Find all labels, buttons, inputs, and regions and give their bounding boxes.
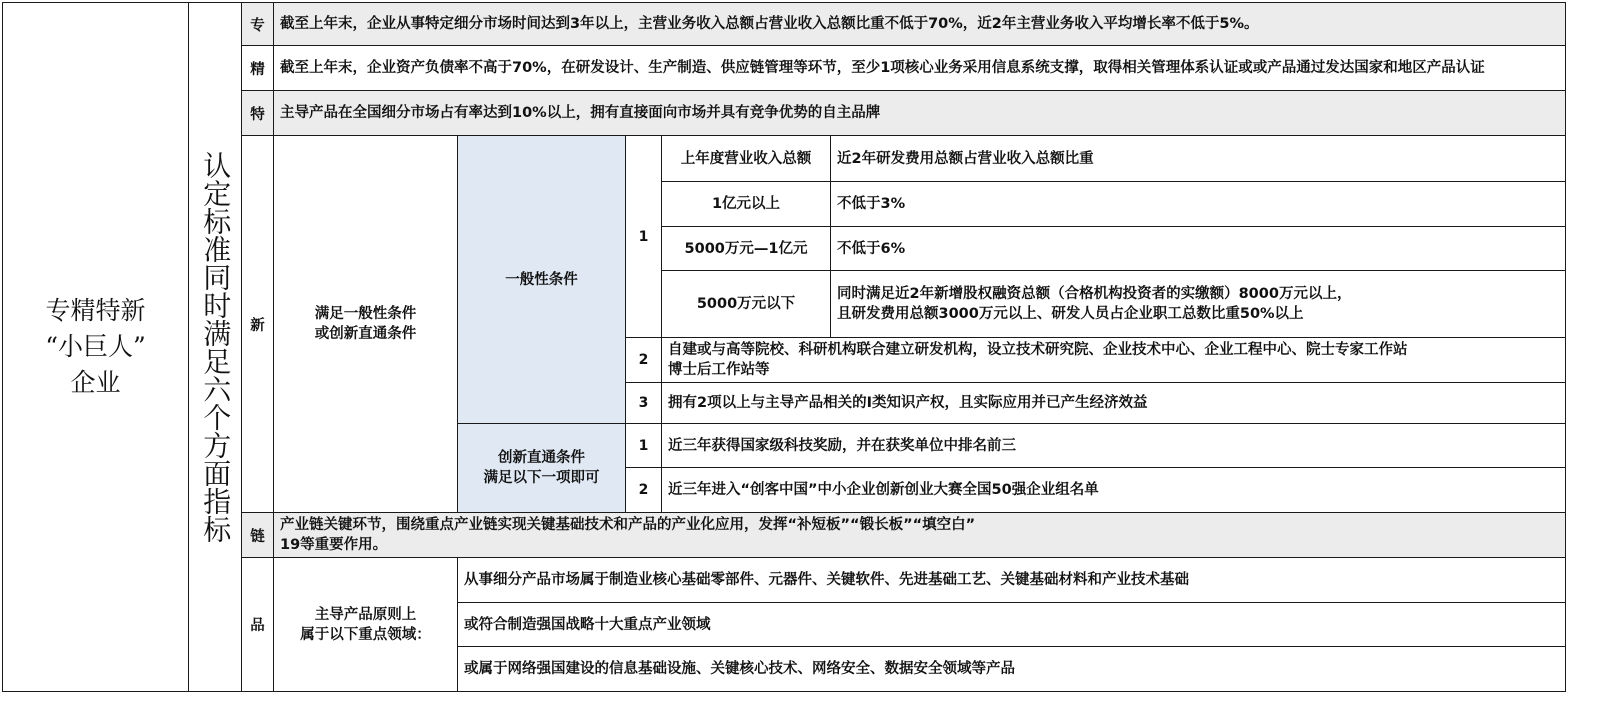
general-item3-num-cell (625, 382, 662, 424)
innovation-item2-num-cell (625, 467, 662, 513)
pin-label: 品 (250, 618, 265, 634)
rd-ratio-tier-1-cell (830, 181, 1566, 227)
general-item3-num: 3 (638, 395, 649, 411)
lian-label: 链 (250, 528, 265, 545)
revenue-tier-1-cell (661, 181, 831, 227)
lian-text: 产业链关键环节，围绕重点产业链实现关键基础技术和产品的产业化应用，发挥“补短板”“锻长板”“填空白” 19等重要作用。 (280, 517, 976, 553)
criteria-heading-cell (188, 2, 242, 692)
general-item1-num: 1 (638, 228, 649, 245)
zhuan-label: 专 (250, 17, 265, 34)
enterprise-title: 专精特新 “小巨人” 企业 (45, 296, 146, 397)
general-item1-num-cell (625, 135, 662, 338)
general-item2-num: 2 (638, 352, 649, 368)
jing-label-cell (241, 45, 274, 91)
te-text-cell (273, 90, 1566, 136)
innovation-condition-cell (457, 423, 626, 513)
pin-item1-cell (457, 557, 1566, 603)
zhuan-text-cell (273, 2, 1566, 46)
rd-ratio-tier-3: 同时满足近2年新增股权融资总额（合格机构投资者的实缴额）8000万元以上， 且研发费用总额3000万元以上、研发人员占企业职工总数比重50%以上 (837, 286, 1352, 322)
te-label: 特 (250, 106, 265, 123)
pin-item3-cell (457, 646, 1566, 692)
general-item2-text: 自建或与高等院校、科研机构联合建立研发机构，设立技术研究院、企业技术中心、企业工程中心、院士专家工作站 博士后工作站等 (668, 342, 1408, 378)
general-item3-text-cell (661, 382, 1566, 424)
revenue-header-cell (661, 135, 831, 182)
revenue-tier-2: 5000万元—1亿元 (684, 240, 808, 257)
pin-summary-cell (273, 557, 458, 692)
criteria-heading: 认定标准同时满足六个方面指标 (199, 151, 233, 543)
rd-ratio-header-cell (830, 135, 1566, 182)
innovation-item2-text: 近三年进入“创客中国”中小企业创新创业大赛全国50强企业组名单 (668, 482, 1099, 498)
te-text: 主导产品在全国细分市场占有率达到10%以上，拥有直接面向市场并具有竞争优势的自主品牌 (280, 105, 881, 121)
xin-label: 新 (250, 317, 265, 334)
pin-summary: 主导产品原则上 属于以下重点领域： (300, 606, 431, 643)
revenue-tier-2-cell (661, 226, 831, 271)
innovation-item1-text: 近三年获得国家级科技奖励，并在获奖单位中排名前三 (668, 437, 1016, 454)
innovation-item1-num: 1 (638, 437, 649, 454)
zhuan-text: 截至上年末，企业从事特定细分市场时间达到3年以上，主营业务收入总额占营业收入总额比重不低于70%，近2年主营业务收入平均增长率不低于5%。 (280, 16, 1259, 32)
innovation-item1-text-cell (661, 423, 1566, 468)
pin-item2-cell (457, 602, 1566, 647)
rd-ratio-tier-1: 不低于3% (837, 196, 906, 212)
general-condition-cell (457, 135, 626, 424)
general-condition-label: 一般性条件 (505, 271, 578, 288)
jing-text: 截至上年末，企业资产负债率不高于70%，在研发设计、生产制造、供应链管理等环节，至少1项核心业务采用信息系统支撑，取得相关管理体系认证或或产品通过发达国家和地区产品认证 (280, 60, 1485, 76)
pin-item1: 从事细分产品市场属于制造业核心基础零部件、元器件、关键软件、先进基础工艺、关键基础材料和产业技术基础 (464, 572, 1189, 588)
xin-label-cell (241, 135, 274, 513)
general-item2-text-cell (661, 337, 1566, 383)
rd-ratio-tier-3-cell (830, 270, 1566, 338)
jing-label: 精 (250, 61, 265, 78)
general-item2-num-cell (625, 337, 662, 383)
revenue-tier-1: 1亿元以上 (711, 196, 781, 212)
innovation-item2-num: 2 (638, 482, 649, 498)
revenue-tier-3-cell (661, 270, 831, 338)
jing-text-cell (273, 45, 1566, 91)
innovation-condition-label: 创新直通条件 满足以下一项即可 (483, 450, 600, 486)
xin-summary: 满足一般性条件 或创新直通条件 (314, 306, 417, 342)
pin-item2: 或符合制造强国战略十大重点产业领域 (464, 616, 711, 633)
lian-text-cell (273, 512, 1566, 558)
innovation-item1-num-cell (625, 423, 662, 468)
revenue-tier-3: 5000万元以下 (696, 296, 796, 312)
enterprise-title-cell (2, 2, 189, 692)
pin-label-cell (241, 557, 274, 692)
zhuan-label-cell (241, 2, 274, 46)
general-item3-text: 拥有2项以上与主导产品相关的I类知识产权，且实际应用并已产生经济效益 (668, 395, 1148, 411)
revenue-header: 上年度营业收入总额 (680, 150, 812, 167)
rd-ratio-tier-2: 不低于6% (837, 240, 906, 257)
lian-label-cell (241, 512, 274, 558)
innovation-item2-text-cell (661, 467, 1566, 513)
pin-item3: 或属于网络强国建设的信息基础设施、关键核心技术、网络安全、数据安全领域等产品 (464, 661, 1015, 677)
te-label-cell (241, 90, 274, 136)
rd-ratio-header: 近2年研发费用总额占营业收入总额比重 (837, 150, 1094, 167)
rd-ratio-tier-2-cell (830, 226, 1566, 271)
xin-summary-cell (273, 135, 458, 513)
